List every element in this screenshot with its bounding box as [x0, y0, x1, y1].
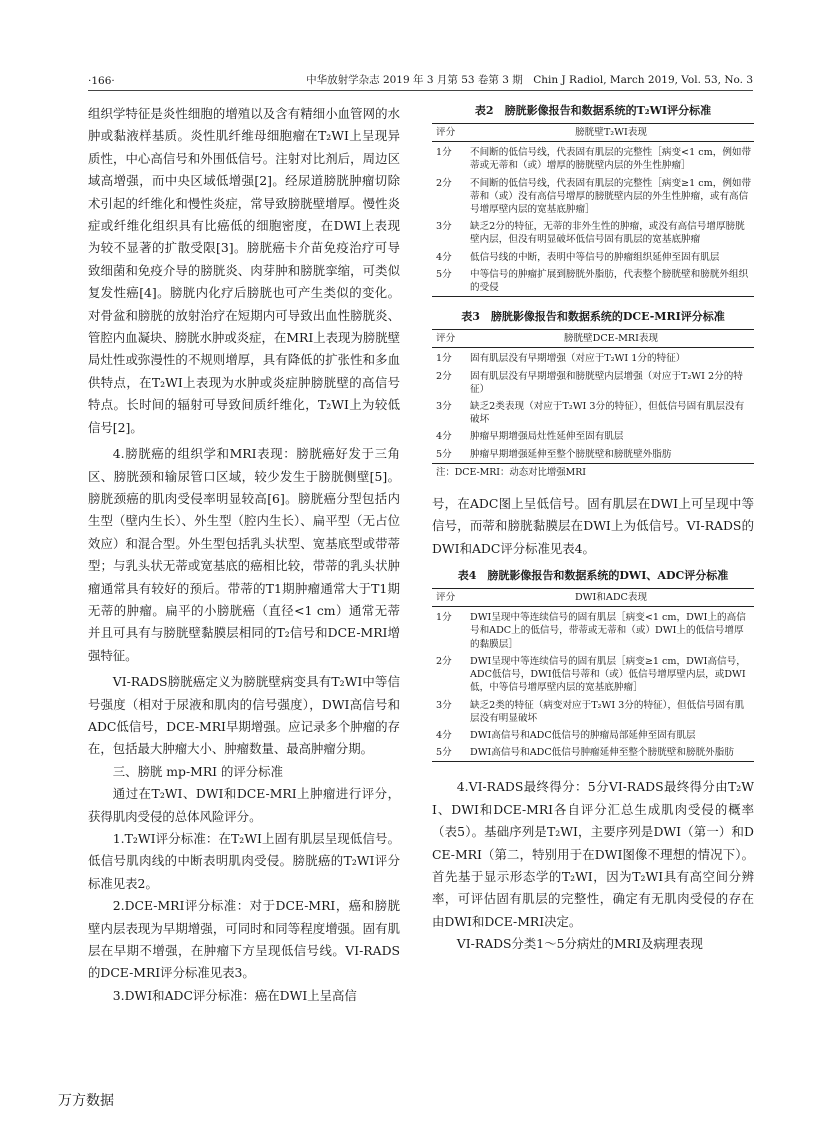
paragraph: 2.DCE-MRI评分标准：对于DCE-MRI，癌和膀胱壁内层表现为早期增强，可同时和同等程度增强。固有肌层在早期不增强，在肿瘤下方呈现低信号线。VI-RADS的DCE-MRI评分标准见表3。 — [88, 898, 400, 981]
table-cell-score: 4分 — [436, 431, 452, 443]
table-cell-text: 不间断的低信号线，代表固有肌层的完整性［病变<1 cm，例如带蒂或无蒂和（或）增厚的膀胱壁内层的外生性肿瘤］ — [470, 147, 752, 172]
table-cell-score: 1分 — [436, 353, 452, 365]
paragraph: 组织学特征是炎性细胞的增殖以及含有精细小血管网的水肿或黏液样基质。炎性肌纤维母细胞瘤在T₂WI上呈现异质性，中心高信号和外围低信号。注射对比剂后，周边区域高增强，而中央区域低增强[2]。经尿道膀胱肿瘤切除术引起的纤维化和慢性炎症，常导致膀胱壁增厚。慢性炎症或纤维化组织具有比癌低的细胞密度，在DWI上表现为较不显著的扩散受限[3]。膀胱癌卡介苗免疫治疗可导致细菌和免疫介导的膀胱炎、肉芽肿和膀胱挛缩，可类似复发性癌[4]。膀胱内化疗后膀胱也可产生类似的变化。对骨盆和膀胱的放射治疗在短期内可导致出血性膀胱炎、管腔内血凝块、膀胱水肿或炎症，在MRI上表现为膀胱壁局灶性或弥漫性的不规则增厚，具有降低的扩张性和多血供特点，在T₂WI上表现为水肿或炎症肿膀胱壁的高信号特点。长时间的辐射可导致间质纤维化，T₂WI上为较低信号[2]。 — [88, 106, 400, 435]
table-cell-score: 5分 — [436, 747, 452, 759]
table-cell-score: 5分 — [436, 268, 452, 280]
page-header — [88, 72, 753, 91]
journal-citation: 中华放射学杂志 2019 年 3 月第 53 卷第 3 期 Chin J Radiol, March 2019, Vol. 53, No. 3 — [306, 74, 753, 86]
table-cell-score: 2分 — [436, 655, 452, 667]
table-cell-text: DWI呈现中等连续信号的固有肌层［病变<1 cm，DWI上的高信号和ADC上的低信号，带蒂或无蒂和（或）DWI上的低信号增厚的黏膜层］ — [470, 612, 746, 650]
table-cell-text: 肿瘤早期增强延伸至整个膀胱壁和膀胱壁外脂肪 — [470, 448, 672, 460]
table-cell-score: 4分 — [436, 251, 452, 263]
paragraph: 4.膀胱癌的组织学和MRI表现：膀胱癌好发于三角区、膀胱颈和输尿管口区域，较少发生于膀胱侧壁[5]。膀胱颈癌的肌肉受侵率明显较高[6]。膀胱癌分型包括内生型（壁内生长）、外生型（腔内生长）、扁平型（无占位效应）和混合型。外生型包括乳头状型、宽基底型或带蒂型；与乳头状无蒂或宽基底的癌相比较，带蒂的乳头状肿瘤通常具有较好的预后。带蒂的T1期肿瘤通常大于T1期无蒂的肿瘤。扁平的小膀胱癌（直径<1 cm）通常无蒂并且可具有与膀胱壁黏膜层相同的T₂信号和DCE-MRI增强特征。 — [88, 446, 400, 663]
section-heading: 三、膀胱 mp-MRI 的评分标准 — [112, 763, 283, 779]
paragraph: 4.VI-RADS最终得分：5分VI-RADS最终得分由T₂WI、DWI和DCE-MRI各自评分汇总生成肌肉受侵的概率（表5）。基础序列是T₂WI，主要序列是DWI（第一）和DCE-MRI（第二，特别用于在DWI图像不理想的情况下）。首先基于显示形态学的T₂WI，因为T₂WI具有高空间分辨率，可评估固有肌层的完整性，确定有无肌肉受侵的存在由DWI和DCE-MRI决定。 — [432, 779, 754, 929]
table-row — [432, 175, 754, 219]
table-cell-text: 缺乏2类表现（对应于T₂WI 3分的特征），但低信号固有肌层没有破坏 — [470, 401, 745, 426]
paragraph: 号，在ADC图上呈低信号。固有肌层在DWI上可呈现中等信号，而蒂和膀胱黏膜层在DWI上为低信号。VI-RADS的DWI和ADC评分标准见表4。 — [432, 495, 754, 556]
table-header-description: DWI和ADC表现 — [574, 592, 648, 604]
table-cell-score: 1分 — [436, 612, 452, 624]
table-cell-score: 3分 — [436, 699, 452, 711]
page-number: ·166· — [88, 75, 115, 87]
table-cell-text: 缺乏2分的特征，无蒂的非外生性的肿瘤，或没有高信号增厚膀胱壁内层，但没有明显破坏低信号固有肌层的宽基底肿瘤 — [470, 221, 745, 246]
table-cell-text: 中等信号的肿瘤扩展到膀胱外脂肪，代表整个膀胱壁和膀胱外组织的受侵 — [470, 268, 749, 294]
table-cell-text: 固有肌层没有早期增强和膀胱壁内层增强（对应于T₂WI 2分的特征） — [470, 370, 743, 395]
table-4 — [432, 568, 754, 762]
table-row — [432, 348, 754, 368]
table-row — [432, 398, 754, 428]
table-cell-score: 3分 — [436, 401, 452, 413]
table-cell-score: 2分 — [436, 370, 452, 382]
paragraph: VI-RADS分类1～5分病灶的MRI及病理表现 — [456, 936, 703, 952]
table-cell-score: 2分 — [436, 177, 452, 189]
table-row — [432, 446, 754, 464]
table-row — [432, 607, 754, 653]
table-header-description: 膀胱壁DCE-MRI表现 — [563, 333, 659, 345]
table-header-score: 评分 — [436, 333, 456, 345]
table-cell-text: DWI呈现中等连续信号的固有肌层［病变≥1 cm，DWI高信号，ADC低信号，DWI低信号蒂和（或）低信号增厚壁内层，或DWI低，中等信号增厚壁内层的宽基底肿瘤］ — [470, 655, 746, 694]
table-row — [432, 744, 754, 762]
table-note: 注：DCE-MRI：动态对比增强MRI — [436, 466, 586, 478]
table-row — [432, 368, 754, 398]
table-title: 表2 膀胱影像报告和数据系统的T₂WI评分标准 — [474, 104, 712, 117]
table-cell-text: 低信号线的中断，表明中等信号的肿瘤组织延伸至固有肌层 — [470, 251, 720, 263]
paragraph: 通过在T₂WI、DWI和DCE-MRI上肿瘤进行评分，获得肌肉受侵的总体风险评分。 — [88, 786, 400, 824]
right-column — [432, 103, 754, 956]
table-row — [432, 218, 754, 248]
table-row — [432, 142, 754, 175]
table-cell-text: 不间断的低信号线，代表固有肌层的完整性［病变≥1 cm，例如带蒂和（或）没有高信号增厚的膀胱壁内层的外生性肿瘤，或有高信号增厚壁内层的宽基底肿瘤］ — [470, 177, 752, 216]
table-cell-score: 1分 — [436, 147, 452, 159]
table-cell-score: 4分 — [436, 729, 452, 741]
table-header-description: 膀胱壁T₂WI表现 — [575, 127, 647, 138]
table-header-score: 评分 — [436, 127, 456, 138]
table-cell-text: DWI高信号和ADC低信号的肿瘤局部延伸至固有肌层 — [470, 729, 696, 741]
table-row — [432, 727, 754, 744]
wanfang-logo-text: 万方数据 — [58, 1093, 114, 1109]
table-row — [432, 653, 754, 697]
table-row — [432, 428, 754, 445]
table-header-score: 评分 — [436, 592, 456, 604]
table-cell-text: 肿瘤早期增强局灶性延伸至固有肌层 — [470, 431, 624, 443]
table-title: 表3 膀胱影像报告和数据系统的DCE-MRI评分标准 — [461, 310, 725, 324]
table-cell-text: DWI高信号和ADC低信号肿瘤延伸至整个膀胱壁和膀胱外脂肪 — [470, 747, 734, 759]
paragraph: VI-RADS膀胱癌定义为膀胱壁病变具有T₂WI中等信号强度（相对于尿液和肌肉的信号强度），DWI高信号和ADC低信号，DCE-MRI早期增强。应记录多个肿瘤的存在，包括最大肿瘤大小、肿瘤数量、最高肿瘤分期。 — [88, 674, 400, 757]
table-cell-score: 5分 — [436, 448, 452, 460]
paragraph: 3.DWI和ADC评分标准：癌在DWI上呈高信 — [112, 987, 357, 1003]
table-row — [432, 266, 754, 297]
paragraph: 1.T₂WI评分标准：在T₂WI上固有肌层呈现低信号。低信号肌肉线的中断表明肌肉受侵。膀胱癌的T₂WI评分标准见表2。 — [88, 831, 400, 891]
table-cell-score: 3分 — [436, 221, 452, 233]
table-row — [432, 249, 754, 266]
table-2 — [432, 103, 754, 297]
left-column — [88, 103, 400, 1007]
table-row — [432, 697, 754, 727]
table-title: 表4 膀胱影像报告和数据系统的DWI、ADC评分标准 — [457, 569, 729, 583]
table-cell-text: 固有肌层没有早期增强（对应于T₂WI 1分的特征） — [470, 353, 686, 365]
table-cell-text: 缺乏2类的特征（病变对应于T₂WI 3分的特征），但低信号固有肌层没有明显破坏 — [470, 699, 745, 724]
table-3 — [432, 309, 754, 479]
